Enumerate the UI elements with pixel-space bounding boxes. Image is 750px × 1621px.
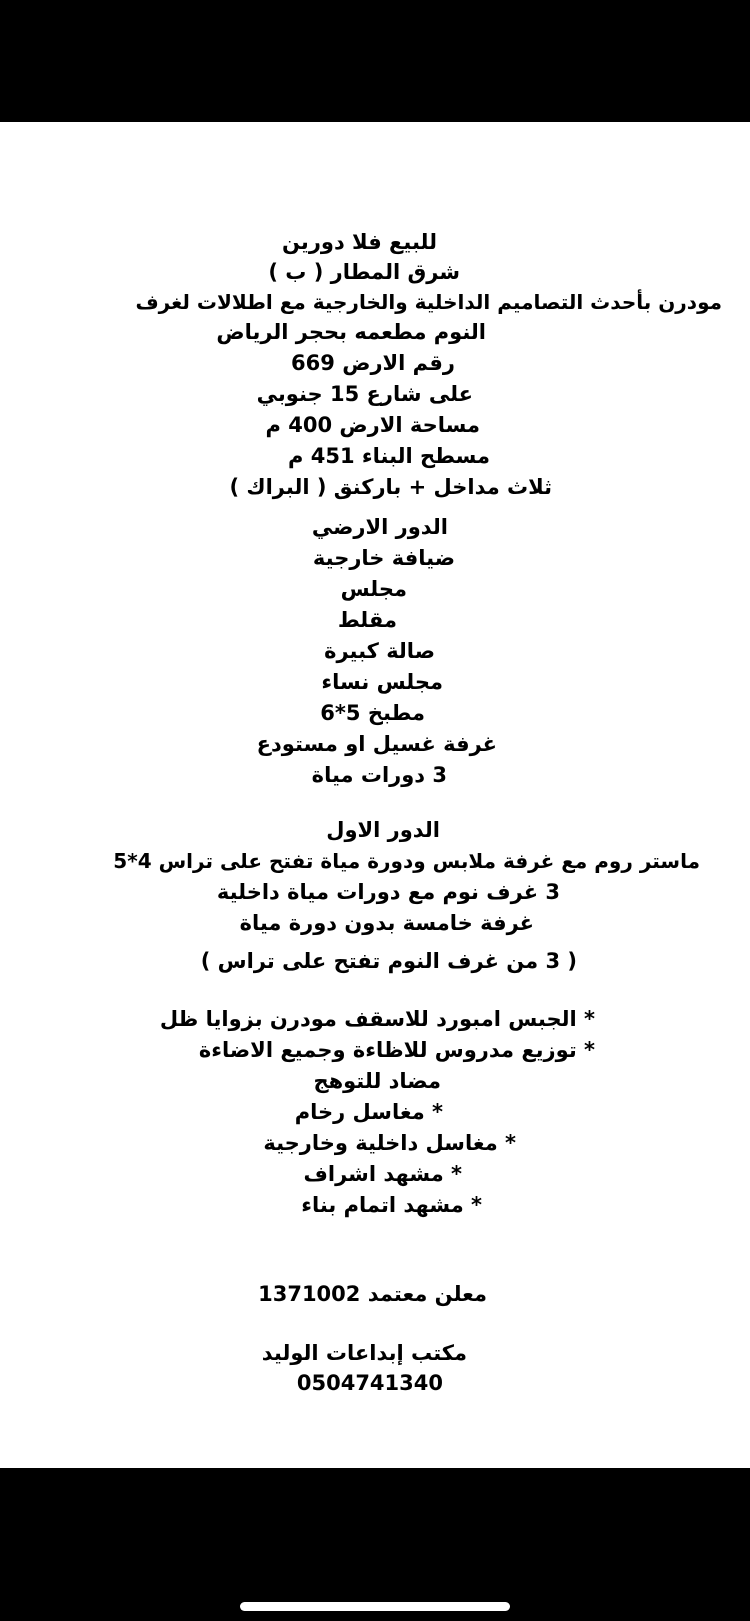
ground-floor-item: 3 دورات مياة — [311, 763, 447, 787]
top-black-bar — [0, 0, 750, 122]
land-area: مساحة الارض 400 م — [265, 413, 480, 437]
office-name: مكتب إبداعات الوليد — [261, 1341, 467, 1365]
listing-description-cont: النوم مطعمه بحجر الرياض — [216, 320, 486, 344]
feature-item: * توزيع مدروس للاظاءة وجميع الاضاءة — [198, 1038, 595, 1062]
licensed-advertiser: معلن معتمد 1371002 — [258, 1282, 487, 1306]
ground-floor-item: غرفة غسيل او مستودع — [256, 732, 497, 756]
feature-item: مضاد للتوهج — [313, 1069, 441, 1093]
terrace-note: ( 3 من غرف النوم تفتح على تراس ) — [200, 949, 577, 973]
ground-floor-heading: الدور الارضي — [311, 515, 448, 539]
phone-number: 0504741340 — [296, 1371, 443, 1395]
bottom-black-bar — [0, 1468, 750, 1621]
home-indicator[interactable] — [240, 1602, 510, 1611]
ground-floor-item: مجلس — [340, 577, 407, 601]
ground-floor-item: مجلس نساء — [321, 670, 443, 694]
ground-floor-item: صالة كبيرة — [324, 639, 435, 663]
ground-floor-item: مقلط — [337, 608, 397, 632]
first-floor-item: غرفة خامسة بدون دورة مياة — [239, 911, 534, 935]
ground-floor-item: ضيافة خارجية — [312, 546, 455, 570]
feature-item: * مغاسل رخام — [294, 1100, 443, 1124]
feature-item: * مشهد اشراف — [303, 1162, 462, 1186]
feature-item: * مغاسل داخلية وخارجية — [263, 1131, 516, 1155]
listing-location: شرق المطار ( ب ) — [268, 260, 460, 284]
feature-item: * الجبس امبورد للاسقف مودرن بزوايا ظل — [159, 1007, 595, 1031]
listing-title: للبيع فلا دورين — [282, 230, 437, 254]
land-number: رقم الارض 669 — [291, 351, 455, 375]
listing-image — [0, 122, 750, 1468]
listing-description: مودرن بأحدث التصاميم الداخلية والخارجية مع اطلالات لغرف — [135, 290, 722, 314]
feature-item: * مشهد اتمام بناء — [301, 1193, 482, 1217]
first-floor-item: 3 غرف نوم مع دورات مياة داخلية — [216, 880, 560, 904]
building-area: مسطح البناء 451 م — [288, 444, 490, 468]
first-floor-heading: الدور الاول — [326, 818, 440, 842]
entrances-parking: ثلاث مداخل + باركنق ( البراك ) — [229, 475, 552, 499]
first-floor-item: ماستر روم مع غرفة ملابس ودورة مياة تفتح على تراس 4*5 — [113, 849, 700, 873]
street-info: على شارع 15 جنوبي — [256, 382, 473, 406]
ground-floor-item: مطبخ 5*6 — [320, 701, 425, 725]
